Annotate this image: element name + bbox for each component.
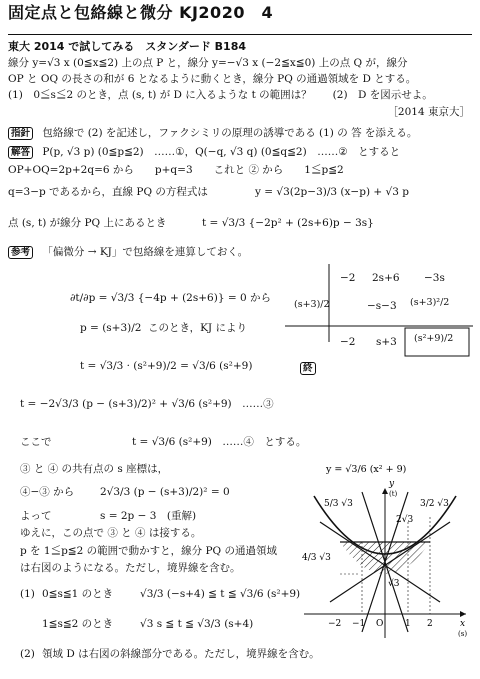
answer-1-condition: 0≦s≦1 のとき <box>42 588 114 600</box>
common-line-4: ゆえに，この点で ③ と ④ は接する。 <box>20 527 202 539</box>
synth-r1c3: −3s <box>424 272 445 284</box>
y-label-2sqrt3: 2√3 <box>396 515 414 525</box>
solution-line-4a: 点 (s, t) が線分 PQ 上にあるとき <box>8 217 167 229</box>
x-axis-arrow <box>460 611 466 617</box>
curve-label: y = √3/6 (x² + 9) <box>326 464 407 475</box>
reference-t-value: t = √3/3 · (s²+9)/2 = √3/6 (s²+9) <box>80 360 253 372</box>
reference-derivative: ∂t/∂p = √3/3 {−4p + (2s+6)} = 0 から <box>70 292 272 304</box>
synth-r3c2: s+3 <box>376 336 397 348</box>
answer-2-condition: 1≦s≦2 のとき <box>42 618 114 630</box>
answer-b-label: (2) <box>20 648 35 660</box>
equation-4: t = √3/6 (s²+9) ……④ とする。 <box>132 436 307 448</box>
reference-intro <box>8 246 248 259</box>
equation-4-label: ここで <box>20 436 52 448</box>
reference-kj-note: このとき，KJ により <box>148 322 247 334</box>
answer-1-label: (1) <box>20 588 35 600</box>
common-line-1: ③ と ④ の共有点の s 座標は， <box>20 463 169 475</box>
problem-line-3: (1) 0≦s≦2 のとき，点 (s, t) が D に入るような t の範囲は？ (2) D を図示せよ。 <box>8 89 433 101</box>
y-label-4-3: 4/3 √3 <box>302 553 331 563</box>
region-graph <box>300 462 472 640</box>
solution-text-1: P(p, √3 p) (0≦p≦2) ……①，Q(−q, √3 q) (0≦q≦2) ……② とすると <box>42 146 401 158</box>
answer-b-text: 領域 D は右図の斜線部分である。ただし，境界線を含む。 <box>42 648 320 660</box>
x-tick-2: 2 <box>427 619 433 629</box>
boundary-line-2 <box>330 522 450 602</box>
hint-row <box>8 127 417 140</box>
solution-label: 解答 <box>8 146 33 159</box>
reference-p-value: p = (s+3)/2 <box>80 322 142 334</box>
synth-r2c2: −s−3 <box>367 300 397 312</box>
problem-line-2: OP と OQ の長さの和が 6 となるように動くとき，線分 PQ の通過領域を D とする。 <box>8 73 417 85</box>
synth-r1c2: 2s+6 <box>372 272 400 284</box>
boundary-line-1 <box>320 522 440 602</box>
end-mark-label: 終 <box>300 362 316 375</box>
answer-2-range: √3 s ≦ t ≦ √3/3 (s+4) <box>140 618 254 630</box>
y-label-5-3: 5/3 √3 <box>324 499 353 509</box>
synth-r1c1: −2 <box>340 272 356 284</box>
solution-line-2: OP+OQ=2p+2q=6 から p+q=3 これと ② から 1≦p≦2 <box>8 164 344 176</box>
common-line-3a: よって <box>20 510 52 522</box>
x-tick-neg1: −1 <box>352 619 366 629</box>
problem-heading: 東大 2014 で試してみる スタンダード B184 <box>8 40 247 53</box>
x-axis-label: x <box>460 619 466 629</box>
synth-lines <box>285 262 475 362</box>
y-label-sqrt3: √3 <box>388 579 400 589</box>
synth-r3c1: −2 <box>340 336 356 348</box>
x-tick-origin: O <box>376 619 384 629</box>
problem-source: ［2014 東京大］ <box>387 106 470 118</box>
answer-1-range: √3/3 (−s+4) ≦ t ≦ √3/6 (s²+9) <box>140 588 301 600</box>
solution-line-1 <box>8 146 400 159</box>
common-line-2b: 2√3/3 (p − (s+3)/2)² = 0 <box>100 486 230 498</box>
end-mark <box>300 362 316 375</box>
y-label-3-2: 3/2 √3 <box>420 499 449 509</box>
solution-line-3a: q=3−p であるから，直線 PQ の方程式は <box>8 186 208 198</box>
problem-line-1: 線分 y=√3 x (0≦x≦2) 上の点 P と，線分 y=−√3 x (−2≦x≦0) 上の点 Q が，線分 <box>8 57 408 69</box>
hint-text: 包絡線で (2) を記述し，ファクシミリの原理の誘導である (1) の 答 を添える。 <box>42 127 418 139</box>
reference-intro-text: 「偏微分 → KJ」で包絡線を連算しておく。 <box>42 246 249 258</box>
equation-3: t = −2√3/3 (p − (s+3)/2)² + √3/6 (s²+9) ……③ <box>20 398 274 410</box>
common-line-6: は右図のようになる。ただし，境界線を含む。 <box>20 562 241 574</box>
synth-r2c3: (s+3)²/2 <box>410 297 450 308</box>
synth-divisor: (s+3)/2 <box>294 299 330 310</box>
x-tick-1: 1 <box>405 619 411 629</box>
y-axis-sublabel: (t) <box>389 490 398 498</box>
common-line-3b: s = 2p − 3 (重解) <box>100 510 197 522</box>
common-line-2a: ④−③ から <box>20 486 75 498</box>
synth-r3c3: (s²+9)/2 <box>414 333 454 344</box>
y-axis-label: y <box>389 479 395 489</box>
x-tick-neg2: −2 <box>328 619 342 629</box>
solution-line-3b: y = √3(2p−3)/3 (x−p) + √3 p <box>255 186 409 198</box>
common-line-5: p を 1≦p≦2 の範囲で動かすと，線分 PQ の通過領域 <box>20 545 277 557</box>
hint-label: 指針 <box>8 127 33 140</box>
title-divider <box>8 34 472 35</box>
x-axis-sublabel: (s) <box>458 630 468 638</box>
solution-line-4b: t = √3/3 {−2p² + (2s+6)p − 3s} <box>202 217 374 229</box>
reference-label: 参考 <box>8 246 33 259</box>
page-title: 固定点と包絡線と微分 KJ2020 4 <box>8 3 274 22</box>
y-axis-arrow <box>382 488 388 494</box>
